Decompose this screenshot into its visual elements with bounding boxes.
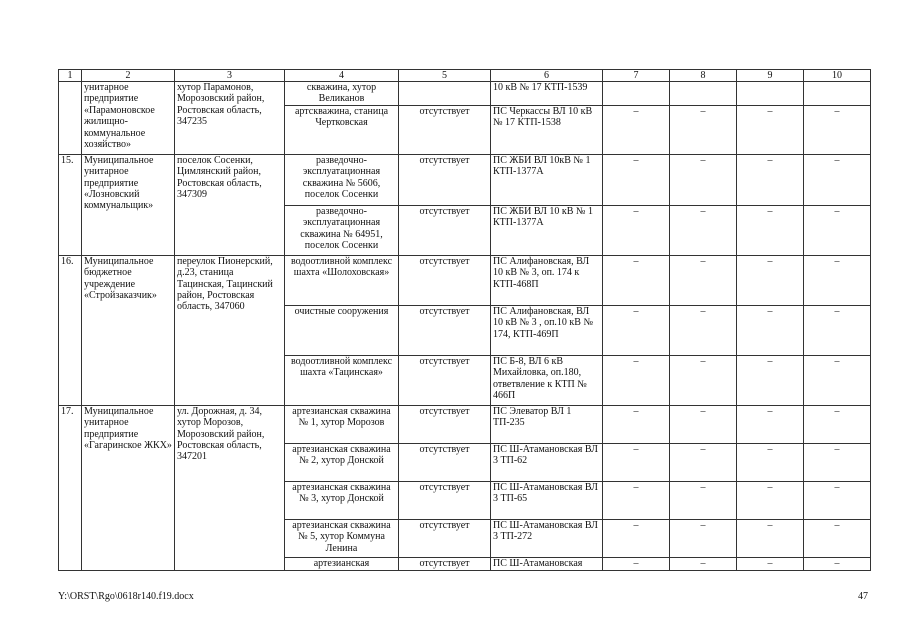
data-table	[58, 69, 871, 571]
power-source: ПС Алифановская, ВЛ 10 кВ № 3, оп. 174 к КТП-468П	[491, 255, 603, 305]
status-cell: отсутствует	[399, 405, 491, 443]
header-cell: 2	[82, 70, 175, 82]
table-row	[59, 154, 871, 205]
dash-cell	[737, 82, 804, 106]
organization-name: Муниципальное унитарное предприятие «Гагаринское ЖКХ»	[82, 405, 175, 570]
page-number: 47	[858, 591, 868, 602]
dash-cell: –	[804, 557, 871, 570]
dash-cell: –	[603, 105, 670, 154]
object-name: артезианская скважина № 5, хутор Коммуна Ленина	[285, 519, 399, 557]
power-source: ПС Элеватор ВЛ 1 ТП-235	[491, 405, 603, 443]
dash-cell: –	[603, 255, 670, 305]
object-name: артезианская скважина № 2, хутор Донской	[285, 443, 399, 481]
object-name: водоотливной комплекс шахта «Шолоховская»	[285, 255, 399, 305]
organization-address: переулок Пионерский, д.23, станица Тацинская, Тацинский район, Ростовская область, 347060	[175, 255, 285, 405]
status-cell: отсутствует	[399, 443, 491, 481]
dash-cell: –	[737, 154, 804, 205]
status-cell: отсутствует	[399, 205, 491, 255]
dash-cell: –	[804, 305, 871, 355]
dash-cell: –	[603, 355, 670, 405]
dash-cell: –	[670, 255, 737, 305]
power-source: ПС Ш-Атамановская	[491, 557, 603, 570]
status-cell: отсутствует	[399, 305, 491, 355]
dash-cell: –	[737, 481, 804, 519]
header-cell: 8	[670, 70, 737, 82]
row-number: 16.	[59, 255, 82, 405]
power-source: ПС Черкассы ВЛ 10 кВ № 17 КТП-1538	[491, 105, 603, 154]
status-cell: отсутствует	[399, 154, 491, 205]
dash-cell: –	[670, 105, 737, 154]
dash-cell: –	[603, 481, 670, 519]
row-number	[59, 82, 82, 155]
dash-cell: –	[670, 519, 737, 557]
header-cell: 7	[603, 70, 670, 82]
status-cell: отсутствует	[399, 105, 491, 154]
header-cell: 5	[399, 70, 491, 82]
row-number: 17.	[59, 405, 82, 570]
status-cell: отсутствует	[399, 481, 491, 519]
file-path: Y:\ORST\Rgo\0618r140.f19.docx	[58, 591, 194, 602]
dash-cell: –	[603, 443, 670, 481]
dash-cell: –	[737, 305, 804, 355]
dash-cell: –	[737, 105, 804, 154]
organization-name: Муниципальное бюджетное учреждение «Стройзаказчик»	[82, 255, 175, 405]
header-cell: 9	[737, 70, 804, 82]
dash-cell: –	[670, 205, 737, 255]
dash-cell: –	[603, 519, 670, 557]
status-cell	[399, 82, 491, 106]
organization-address: поселок Сосенки, Цимлянский район, Ростовская область, 347309	[175, 154, 285, 255]
power-source: ПС Алифановская, ВЛ 10 кВ № 3 , оп.10 кВ № 174, КТП-469П	[491, 305, 603, 355]
object-name: разведочно-эксплуатационная скважина № 64951, поселок Сосенки	[285, 205, 399, 255]
dash-cell: –	[737, 557, 804, 570]
status-cell: отсутствует	[399, 255, 491, 305]
dash-cell: –	[737, 205, 804, 255]
dash-cell: –	[670, 154, 737, 205]
dash-cell: –	[804, 443, 871, 481]
header-cell: 6	[491, 70, 603, 82]
dash-cell: –	[603, 305, 670, 355]
header-cell: 10	[804, 70, 871, 82]
organization-name: Муниципальное унитарное предприятие «Лозновский коммунальщик»	[82, 154, 175, 255]
dash-cell: –	[670, 305, 737, 355]
dash-cell	[670, 82, 737, 106]
power-source: ПС ЖБИ ВЛ 10 кВ № 1 КТП-1377А	[491, 205, 603, 255]
organization-address: ул. Дорожная, д. 34, хутор Морозов, Морозовский район, Ростовская область, 347201	[175, 405, 285, 570]
power-source: ПС Ш-Атамановская ВЛ 3 ТП-65	[491, 481, 603, 519]
header-row	[59, 70, 871, 82]
dash-cell: –	[670, 481, 737, 519]
dash-cell: –	[804, 154, 871, 205]
object-name: очистные сооружения	[285, 305, 399, 355]
dash-cell: –	[737, 405, 804, 443]
status-cell: отсутствует	[399, 355, 491, 405]
dash-cell: –	[804, 355, 871, 405]
object-name: артезианская скважина № 1, хутор Морозов	[285, 405, 399, 443]
power-source: 10 кВ № 17 КТП-1539	[491, 82, 603, 106]
table-row	[59, 82, 871, 106]
header-cell: 4	[285, 70, 399, 82]
dash-cell: –	[804, 105, 871, 154]
object-name: артскважина, станица Чертковская	[285, 105, 399, 154]
dash-cell: –	[804, 519, 871, 557]
object-name: артезианская скважина № 3, хутор Донской	[285, 481, 399, 519]
dash-cell: –	[603, 154, 670, 205]
organization-address: хутор Парамонов, Морозовский район, Ростовская область, 347235	[175, 82, 285, 155]
object-name: водоотливной комплекс шахта «Тацинская»	[285, 355, 399, 405]
dash-cell: –	[603, 205, 670, 255]
power-source: ПС Ш-Атамановская ВЛ 3 ТП-62	[491, 443, 603, 481]
dash-cell: –	[670, 443, 737, 481]
dash-cell: –	[737, 519, 804, 557]
row-number: 15.	[59, 154, 82, 255]
dash-cell	[603, 82, 670, 106]
dash-cell: –	[670, 557, 737, 570]
dash-cell: –	[737, 255, 804, 305]
header-cell: 3	[175, 70, 285, 82]
organization-name: унитарное предприятие «Парамоновское жилищно-коммунальное хозяйство»	[82, 82, 175, 155]
object-name: артезианская	[285, 557, 399, 570]
dash-cell: –	[603, 557, 670, 570]
table-row	[59, 255, 871, 305]
object-name: разведочно-эксплуатационная скважина № 5606, поселок Сосенки	[285, 154, 399, 205]
power-source: ПС Б-8, ВЛ 6 кВ Михайловка, оп.180, ответвление к КТП № 466П	[491, 355, 603, 405]
power-source: ПС Ш-Атамановская ВЛ 3 ТП-272	[491, 519, 603, 557]
dash-cell: –	[737, 355, 804, 405]
object-name: скважина, хутор Великанов	[285, 82, 399, 106]
table-row	[59, 405, 871, 443]
status-cell: отсутствует	[399, 519, 491, 557]
dash-cell: –	[603, 405, 670, 443]
dash-cell: –	[670, 405, 737, 443]
dash-cell: –	[804, 481, 871, 519]
power-source: ПС ЖБИ ВЛ 10кВ № 1 КТП-1377А	[491, 154, 603, 205]
dash-cell: –	[670, 355, 737, 405]
dash-cell: –	[737, 443, 804, 481]
dash-cell	[804, 82, 871, 106]
dash-cell: –	[804, 205, 871, 255]
dash-cell: –	[804, 255, 871, 305]
dash-cell: –	[804, 405, 871, 443]
header-cell: 1	[59, 70, 82, 82]
status-cell: отсутствует	[399, 557, 491, 570]
